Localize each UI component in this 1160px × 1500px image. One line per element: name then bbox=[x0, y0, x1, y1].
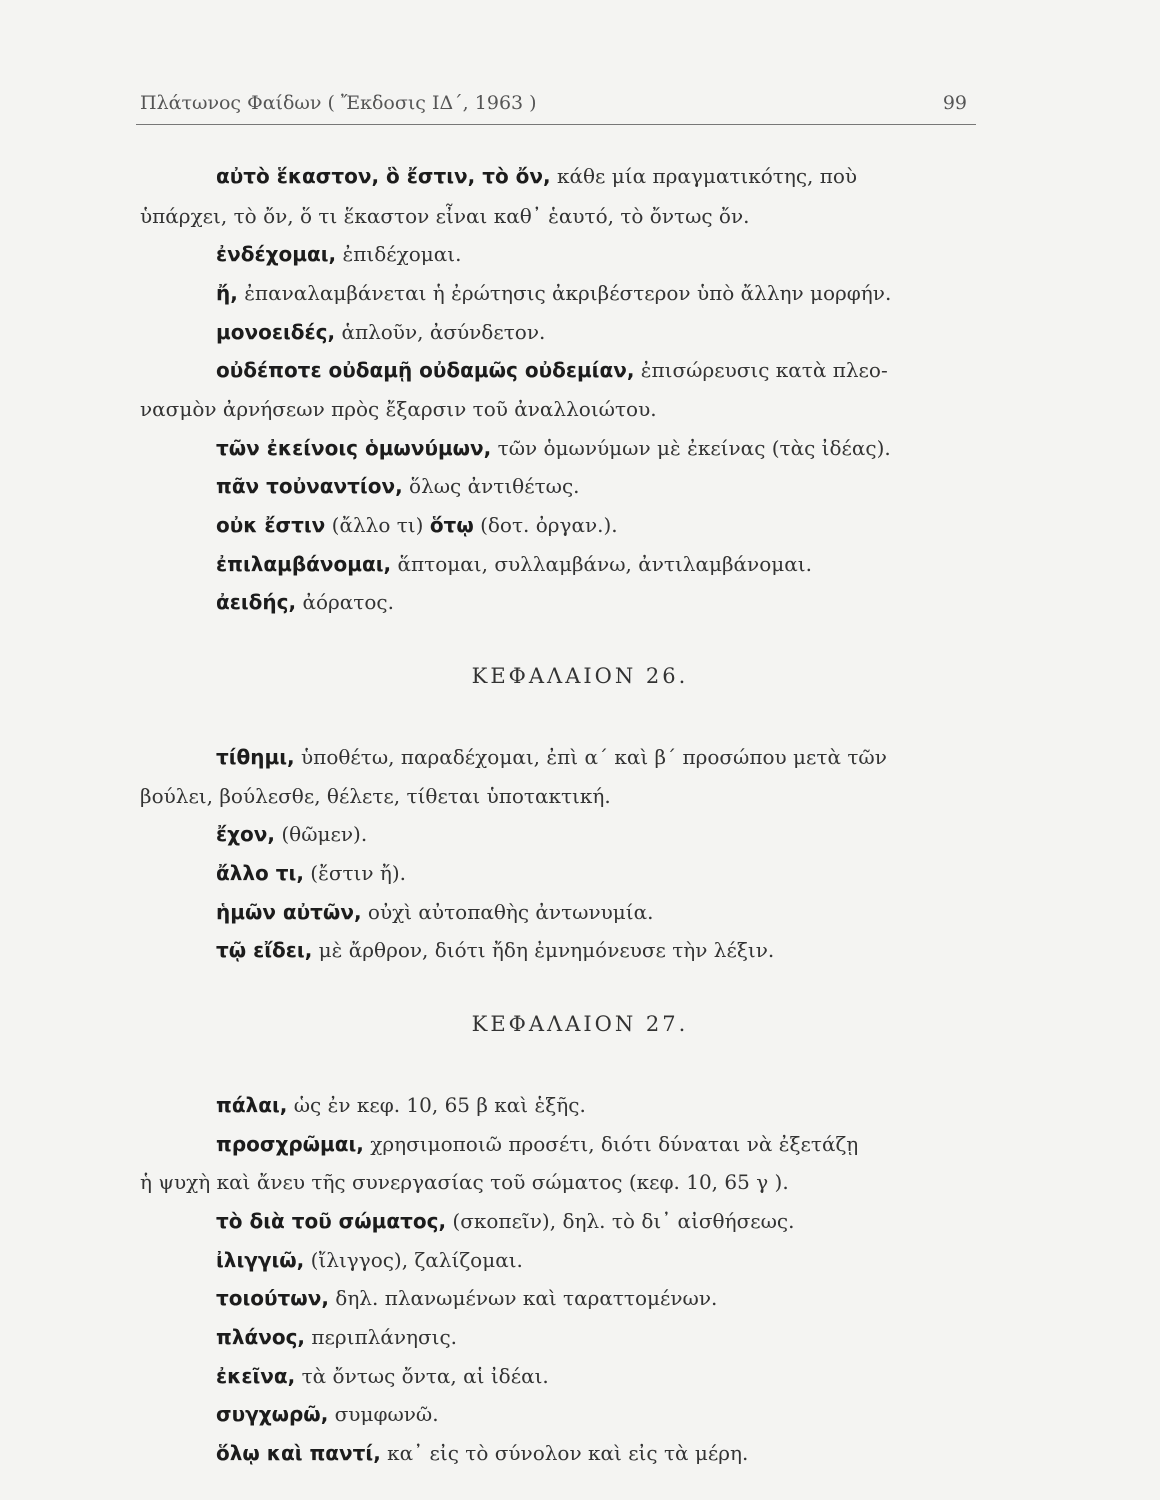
header-rule bbox=[136, 124, 976, 125]
entry-line: ὑπάρχει, τὸ ὄν, ὅ τι ἕκαστον εἶναι καθ᾽ ἑαυτό, τὸ ὄντως ὄν. bbox=[140, 204, 750, 228]
entry-line: πάλαι, ὡς ἐν κεφ. 10, 65 β καὶ ἑξῆς. bbox=[216, 1093, 586, 1117]
entry-line: οὐδέποτε οὐδαμῇ οὐδαμῶς οὐδεμίαν, ἐπισώρευσις κατὰ πλεο- bbox=[216, 358, 888, 382]
entry-line: συγχωρῶ, συμφωνῶ. bbox=[216, 1402, 439, 1426]
entry-line: ἀειδής, ἀόρατος. bbox=[216, 590, 394, 614]
entry-line: τῷ εἴδει, μὲ ἄρθρον, διότι ἤδη ἐμνημόνευσε τὴν λέξιν. bbox=[216, 938, 775, 962]
entry-line: ἐνδέχομαι, ἐπιδέχομαι. bbox=[216, 242, 462, 266]
entry-line: νασμὸν ἀρνήσεων πρὸς ἔξαρσιν τοῦ ἀναλλοιώτου. bbox=[140, 397, 657, 421]
entry-line: ἡμῶν αὐτῶν, οὐχὶ αὐτοπαθὴς ἀντωνυμία. bbox=[216, 900, 654, 924]
entry-line: τοιούτων, δηλ. πλανωμένων καὶ ταραττομένων. bbox=[216, 1286, 718, 1310]
entry-line: ἄλλο τι, (ἔστιν ἤ). bbox=[216, 861, 407, 885]
entry-line: ἡ ψυχὴ καὶ ἄνευ τῆς συνεργασίας τοῦ σώματος (κεφ. 10, 65 γ ). bbox=[140, 1170, 789, 1194]
chapter-heading: ΚΕΦΑΛΑΙΟΝ 27. bbox=[471, 1012, 689, 1036]
entry-line: πᾶν τοὐναντίον, ὅλως ἀντιθέτως. bbox=[216, 474, 580, 498]
entry-line: ἐκεῖνα, τὰ ὄντως ὄντα, αἱ ἰδέαι. bbox=[216, 1364, 549, 1388]
chapter-heading: ΚΕΦΑΛΑΙΟΝ 26. bbox=[471, 664, 689, 688]
entry-line: τῶν ἐκείνοις ὁμωνύμων, τῶν ὁμωνύμων μὲ ἐκείνας (τὰς ἰδέας). bbox=[216, 436, 891, 460]
entry-line: ἤ, ἐπαναλαμβάνεται ἡ ἐρώτησις ἀκριβέστερον ὑπὸ ἄλλην μορφήν. bbox=[216, 281, 892, 305]
entry-line: ἔχον, (θῶμεν). bbox=[216, 822, 368, 846]
entry-line: βούλει, βούλεσθε, θέλετε, τίθεται ὑποτακτική. bbox=[140, 784, 611, 808]
entry-line: πλάνος, περιπλάνησις. bbox=[216, 1325, 458, 1349]
entry-line: προσχρῶμαι, χρησιμοποιῶ προσέτι, διότι δύναται νὰ ἐξετάζῃ bbox=[216, 1132, 859, 1156]
entry-line: τίθημι, ὑποθέτω, παραδέχομαι, ἐπὶ α´ καὶ β´ προσώπου μετὰ τῶν bbox=[216, 745, 887, 769]
entry-line: τὸ διὰ τοῦ σώματος, (σκοπεῖν), δηλ. τὸ δι᾽ αἰσθήσεως. bbox=[216, 1209, 795, 1233]
entry-line: ἰλιγγιῶ, (ἴλιγγος), ζαλίζομαι. bbox=[216, 1248, 523, 1272]
page-number: 99 bbox=[942, 92, 967, 114]
entry-line: αὐτὸ ἕκαστον, ὃ ἔστιν, τὸ ὄν, κάθε μία πραγματικότης, ποὺ bbox=[216, 164, 858, 188]
header-title: Πλάτωνος Φαίδων ( Ἔκδοσις ΙΔ΄, 1963 ) bbox=[140, 92, 537, 114]
entry-line: μονοειδές, ἁπλοῦν, ἀσύνδετον. bbox=[216, 320, 546, 344]
entry-line: ἐπιλαμβάνομαι, ἅπτομαι, συλλαμβάνω, ἀντιλαμβάνομαι. bbox=[216, 552, 812, 576]
running-header bbox=[140, 92, 975, 118]
entry-line: ὅλῳ καὶ παντί, κα᾽ εἰς τὸ σύνολον καὶ εἰς τὰ μέρη. bbox=[216, 1441, 749, 1465]
entry-line: οὐκ ἔστιν (ἄλλο τι) ὅτῳ (δοτ. ὀργαν.). bbox=[216, 513, 618, 537]
